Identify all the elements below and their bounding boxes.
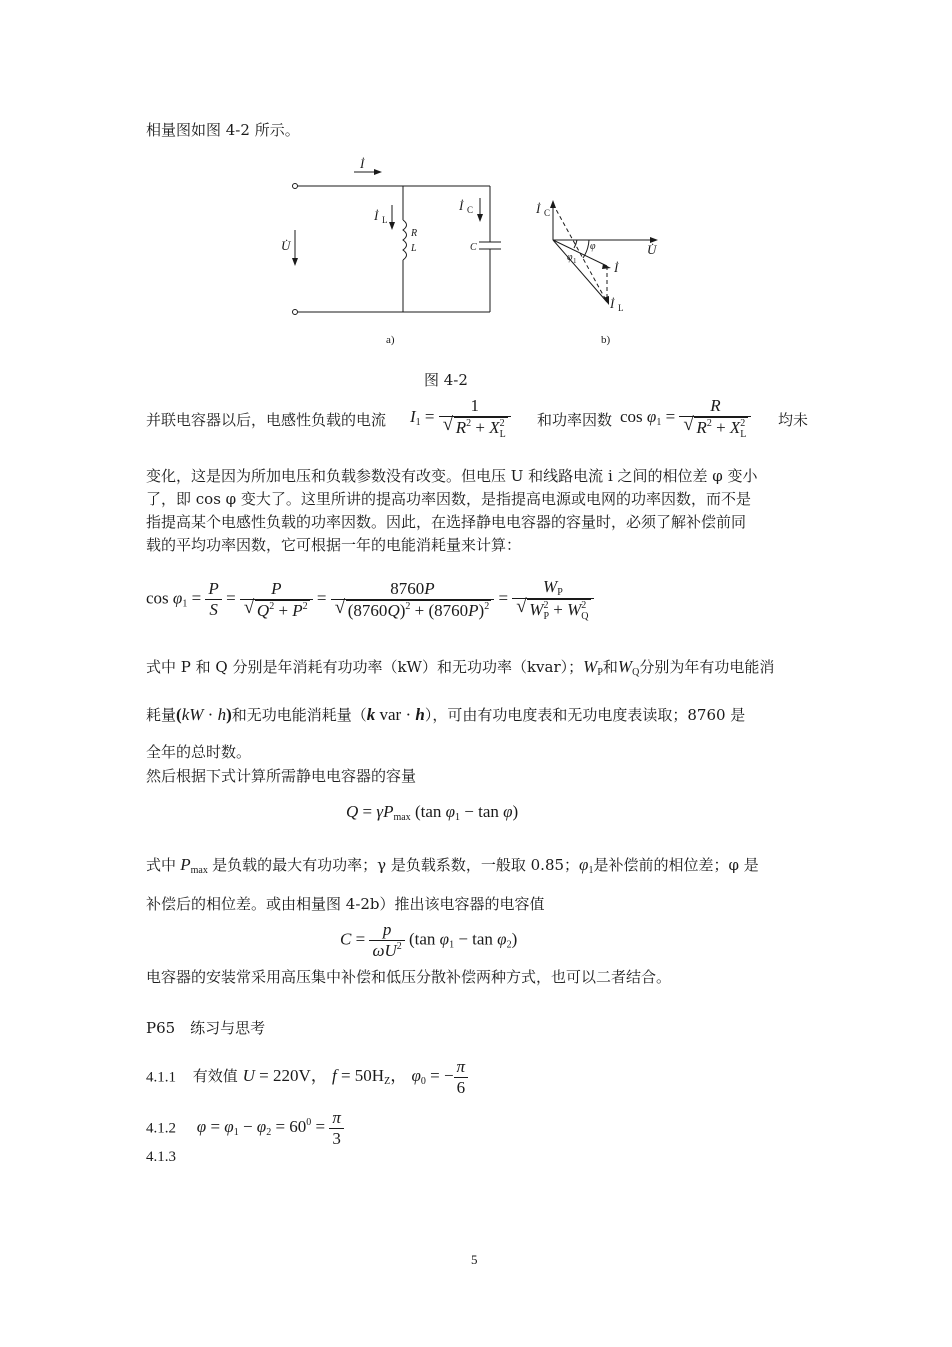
panel-a-label: a) (386, 334, 395, 346)
para3-line3: 全年的总时数。 (146, 743, 252, 761)
para4-line1-c: 是补偿前的相位差；φ 是 (593, 856, 759, 874)
formula-I1: $I_1$ = 1 √ $R^2 + X2$ L (410, 396, 511, 440)
exercise-num: 4.1.2 (146, 1120, 176, 1137)
label-ic-sub: C (467, 205, 474, 215)
para2-line: 变化，这是因为所加电压和负载参数没有改变。但电压 U 和线路电流 i 之间的相位差 φ 变小 (146, 467, 758, 485)
label-phasor-il: İ (610, 296, 615, 311)
panel-b-label: b) (601, 334, 611, 346)
label-il-sub: L (382, 215, 388, 225)
exercise-item (146, 1146, 176, 1167)
exercises-heading: P65 练习与思考 (146, 1019, 266, 1037)
para5: 电容器的安装常采用高压集中补偿和低压分散补偿两种方式，也可以二者结合。 (146, 968, 672, 986)
para3-line1-c: 分别为年有功电能消 (639, 658, 775, 676)
label-phasor-ic-sub: C (544, 208, 551, 218)
para2-line: 载的平均功率因数，它可根据一年的电能消耗量来计算： (146, 536, 522, 554)
para2 (146, 465, 758, 557)
label-i: İ (360, 156, 365, 171)
para3-line2-a: 耗量 (146, 706, 177, 724)
para3-line2-b: 和无功电能消耗量（ (231, 706, 367, 724)
intro-text: 相量图如图 4-2 所示。 (146, 121, 300, 139)
exercise-num: 4.1.1 (146, 1069, 176, 1086)
formula-cos-phi1: $\cos \varphi_1$ = R √ $R^2 + X2$ L (620, 396, 751, 440)
para1-c: 均未 (778, 411, 809, 429)
formula-Q: $Q = \gamma P_{max}$ (tan $\varphi_1 - \tan \varphi$) (346, 802, 519, 823)
para1-a: 并联电容器以后，电感性负载的电流 (146, 411, 387, 429)
formula-C: C = $\frac{p}{\omega U^2}$ (tan $\varphi_1 - \tan \varphi_2$) (340, 920, 518, 960)
label-u: U̇ (281, 238, 291, 253)
figure-4-2 (270, 150, 670, 360)
exercise-item: 4.1.2 $\varphi = \varphi_1 - \varphi_2 = 60^0$ = $\frac{\pi}{3}$ (146, 1108, 344, 1149)
label-ic: İ (459, 198, 464, 213)
para3-line2-c: ），可由有功电度表和无功电度表读取；8760 是 (424, 706, 746, 724)
para4-line1-a: 式中 (146, 856, 177, 874)
para3-line1: 式中 P 和 Q 分别是年消耗有功功率（kW）和无功功率（kvar）；$W_P$和$W_Q$分别为年有功电能消 (146, 657, 775, 678)
para4-line1-b: 是负载的最大有功功率；γ 是负载系数，一般取 0.85； (212, 856, 580, 874)
label-r: R (411, 228, 418, 239)
para3-line1-a: 式中 P 和 Q 分别是年消耗有功功率（kW）和无功功率（kvar）； (146, 658, 584, 676)
exercise-num: 4.1.3 (146, 1149, 176, 1165)
para4-line2: 补偿后的相位差。或由相量图 4-2b）推出该电容器的电容值 (146, 895, 545, 913)
page-number: 5 (471, 1252, 478, 1267)
para1-b: 和功率因数 (537, 411, 613, 429)
label-c: C (470, 242, 477, 253)
para4-line1: 式中 $P_{max}$ 是负载的最大有功功率；γ 是负载系数，一般取 0.85；$\varphi_1$是补偿前的相位差；φ 是 (146, 855, 759, 876)
label-phi1: φ (567, 252, 573, 263)
label-l: L (411, 243, 417, 254)
exercise-text: 有效值 (192, 1067, 238, 1086)
label-phasor-u: U̇ (647, 242, 657, 257)
label-phasor-il-sub: L (618, 303, 624, 313)
label-phi1-sub: 1 (573, 257, 577, 265)
para2-line: 指提高某个电感性负载的功率因数。因此，在选择静电电容器的容量时，必须了解补偿前同 (146, 513, 747, 531)
exercise-item: 4.1.1 有效值 U = 220V， $f = 50H_Z$， $\varphi_0$ = − $\frac{\pi}{6}$ (146, 1057, 468, 1098)
label-il: İ (374, 208, 379, 223)
label-phi: φ (590, 241, 596, 252)
para3-line2: 耗量(kW · h)和无功电能消耗量（k var · h），可由有功电度表和无功电度表读取；8760 是 (146, 705, 746, 724)
para2-line: 了，即 cos φ 变大了。这里所讲的提高功率因数，是指提高电源或电网的功率因数，而不是 (146, 490, 751, 508)
label-phasor-i: İ (614, 260, 619, 275)
para3-line4: 然后根据下式计算所需静电电容器的容量 (146, 767, 417, 785)
formula-cos-phi1-energy: $\cos \varphi_1$ = $\frac{P}{S}$ = P √ $Q^2 + P^2$ = 8760P √ $(8760Q)^2 + (8760P)^2$ = $W_P$ √ W2 P + W2 Q (146, 577, 594, 622)
label-phasor-ic: İ (536, 201, 541, 216)
figure-caption: 图 4-2 (424, 371, 468, 389)
para3-line1-b: 和 (602, 658, 618, 676)
